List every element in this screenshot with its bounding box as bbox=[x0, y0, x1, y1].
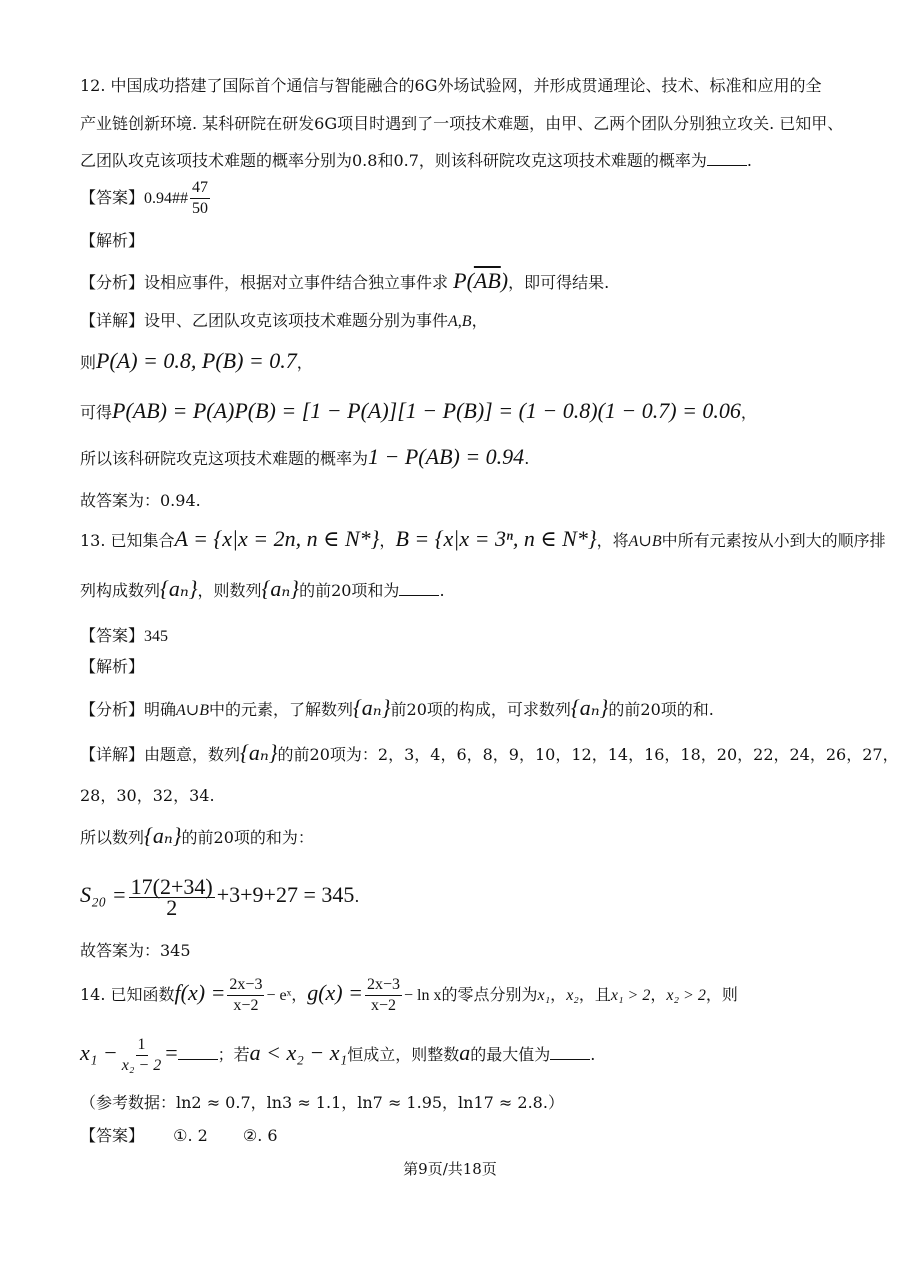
fenxi-text-end: ，即可得结果. bbox=[508, 273, 610, 292]
q12-xiangjie bbox=[80, 310, 488, 333]
fraction-denominator: 50 bbox=[192, 200, 209, 217]
q14-line1: 14. 已知函数f(x) = $\frac{2x-3}{x-2}$ − eˣ，g(x) = $\frac{2x-3}{x-2}$ − ln x的零点分别为x₁，x₂，且x₁ > 2，x₂ > 2，则 bbox=[80, 976, 738, 1014]
q14-text-d: ，则 bbox=[705, 985, 738, 1004]
fenxi-b: 中的元素，了解数列 bbox=[208, 700, 353, 719]
l2-fraction bbox=[120, 1035, 163, 1076]
q12-line3 bbox=[80, 150, 752, 172]
q13-sum-formula bbox=[80, 872, 359, 920]
f-tail: − eˣ bbox=[266, 987, 292, 1004]
suoyi-b: 的前20项的和为： bbox=[181, 828, 314, 847]
q12-ze bbox=[80, 350, 313, 374]
prob-expression: $P(\overline{AB})$ bbox=[453, 268, 509, 293]
suoyi-text: 所以该科研院攻克这项技术难题的概率为 bbox=[80, 449, 369, 468]
fenxi-text: 设相应事件，根据对立事件结合独立事件求 bbox=[144, 273, 449, 292]
answer-blank bbox=[550, 1045, 590, 1060]
q14-answer bbox=[80, 1125, 278, 1147]
l2-mid: ；若 bbox=[217, 1045, 250, 1064]
kede-text: 可得 bbox=[80, 403, 113, 422]
l2-denominator: x₂ − 2 bbox=[121, 1057, 162, 1074]
fenxi-d: 的前20项的和. bbox=[608, 700, 714, 719]
answer-fraction bbox=[190, 178, 210, 219]
g-tail: − ln x bbox=[404, 987, 442, 1004]
fraction-numerator: 47 bbox=[190, 178, 210, 199]
sequence-an: {aₙ} bbox=[144, 823, 182, 848]
sequence-an: {aₙ} bbox=[353, 695, 391, 720]
q13-line2-c: 的前20项和为 bbox=[299, 581, 400, 600]
q12-kede bbox=[80, 400, 757, 424]
set-b: B = {x|x = 3ⁿ, n ∈ N*} bbox=[395, 526, 597, 551]
q14-text-a: 14. 已知函数 bbox=[80, 985, 175, 1004]
answer-label: 【答案】 bbox=[80, 626, 145, 645]
q13-guda: 故答案为：345 bbox=[80, 941, 191, 960]
q13-line2-b: ，则数列 bbox=[197, 581, 262, 600]
g-numerator: 2x−3 bbox=[365, 975, 402, 996]
answer-1: ①. 2 bbox=[173, 1126, 208, 1145]
event-vars: A,B bbox=[448, 313, 472, 330]
q12-suoyi bbox=[80, 446, 529, 470]
xiangjie-label: 【详解】 bbox=[80, 745, 145, 764]
sum-end: . bbox=[354, 887, 360, 906]
sequence-an: {aₙ} bbox=[570, 695, 609, 720]
q13-xiangjie-cont: 28，30，32，34. bbox=[80, 786, 215, 805]
answer-label: 【答案】 bbox=[80, 1126, 145, 1145]
q13-text-d: 中所有元素按从小到大的顺序排 bbox=[661, 531, 886, 550]
q13-line1 bbox=[80, 528, 886, 553]
q13-text-b: ， bbox=[379, 531, 396, 550]
q13-line2-a: 列构成数列 bbox=[80, 581, 161, 600]
cond-x2: x₂ > 2 bbox=[666, 987, 706, 1004]
union-ab: A∪B bbox=[176, 702, 209, 719]
xiangjie-b: 的前20项为：2，3，4，6，8，9，10，12，14，16，18，20，22，24，26，27， bbox=[277, 745, 899, 764]
xiangjie-text: 设甲、乙团队攻克该项技术难题分别为事件 bbox=[144, 311, 449, 330]
l2-a: a bbox=[459, 1040, 471, 1065]
l2-eq: = bbox=[165, 1040, 178, 1065]
q12-line3-text: 乙团队攻克该项技术难题的概率分别为0.8和0.7，则该科研院攻克这项技术难题的概率为 bbox=[80, 151, 707, 170]
sequence-an: {aₙ} bbox=[261, 576, 300, 601]
f-fraction bbox=[227, 975, 264, 1016]
f-lhs: f(x) = bbox=[174, 980, 226, 1005]
x1: x₁ bbox=[537, 987, 551, 1004]
sum-rhs: +3+9+27 = 345 bbox=[216, 882, 355, 907]
kede-end: ， bbox=[740, 403, 757, 422]
answer-label: 【答案】 bbox=[80, 188, 145, 207]
q12-guda: 故答案为：0.94. bbox=[80, 491, 201, 510]
union-ab: A∪B bbox=[628, 533, 662, 550]
suoyi-equation: 1 − P(AB) = 0.94 bbox=[368, 444, 525, 469]
q14-text-b: 的零点分别为 bbox=[441, 985, 538, 1004]
comma: ， bbox=[291, 985, 308, 1004]
answer-value: 345 bbox=[144, 628, 169, 645]
ze-equation: P(A) = 0.8, P(B) = 0.7 bbox=[96, 348, 297, 373]
suoyi-a: 所以数列 bbox=[80, 828, 145, 847]
l2-numerator: 1 bbox=[136, 1035, 148, 1056]
suoyi-end: . bbox=[524, 449, 530, 468]
ze-end: ， bbox=[296, 353, 313, 372]
q13-xiangjie bbox=[80, 742, 899, 766]
q13-jiexi: 【解析】 bbox=[80, 657, 145, 676]
xiangjie-label: 【详解】 bbox=[80, 311, 145, 330]
l2-tail: 的最大值为 bbox=[470, 1045, 551, 1064]
q12-jiexi: 【解析】 bbox=[80, 231, 145, 250]
fenxi-label: 【分析】 bbox=[80, 273, 145, 292]
q13-text-c: ，将 bbox=[596, 531, 629, 550]
l2-inequality: a < x₂ − x₁ bbox=[249, 1040, 348, 1065]
g-fraction bbox=[365, 975, 402, 1016]
l2-text: 恒成立，则整数 bbox=[347, 1045, 460, 1064]
fenxi-label: 【分析】 bbox=[80, 700, 145, 719]
q13-text-a: 13. 已知集合 bbox=[80, 531, 175, 550]
fenxi-c: 前20项的构成，可求数列 bbox=[390, 700, 571, 719]
answer-2: ②. 6 bbox=[242, 1126, 278, 1145]
page-footer: 第9页/共18页 bbox=[403, 1160, 497, 1178]
sequence-an: {aₙ} bbox=[240, 740, 278, 765]
x2: x₂ bbox=[566, 987, 579, 1004]
q12-line2: 产业链创新环境. 某科研院在研发6G项目时遇到了一项技术难题，由甲、乙两个团队分别独立攻关. 已知甲、 bbox=[80, 114, 844, 133]
sum-denominator: 2 bbox=[166, 895, 178, 920]
sum-lhs: S₂₀ = bbox=[80, 882, 127, 907]
xiangjie-end: ， bbox=[471, 311, 488, 330]
sequence-an: {aₙ} bbox=[160, 576, 198, 601]
l2-x1: x₁ − bbox=[80, 1040, 118, 1065]
cond-x1: x₁ > 2 bbox=[610, 987, 651, 1004]
f-numerator: 2x−3 bbox=[227, 975, 264, 996]
sum-numerator: 17(2+34) bbox=[130, 874, 213, 899]
q13-answer bbox=[80, 625, 168, 648]
answer-blank bbox=[399, 581, 439, 596]
kede-equation: P(AB) = P(A)P(B) = [1 − P(A)][1 − P(B)] = (1 − 0.8)(1 − 0.7) = 0.06 bbox=[112, 398, 741, 423]
set-a: A = {x|x = 2n, n ∈ N*} bbox=[174, 526, 380, 551]
sum-fraction bbox=[129, 874, 215, 920]
q13-line2 bbox=[80, 578, 445, 602]
answer-blank bbox=[707, 151, 747, 166]
q13-suoyi bbox=[80, 825, 314, 849]
g-denominator: x−2 bbox=[370, 997, 397, 1014]
g-lhs: g(x) = bbox=[307, 980, 363, 1005]
ze-text: 则 bbox=[80, 353, 97, 372]
q13-fenxi bbox=[80, 697, 714, 722]
answer-blank bbox=[178, 1045, 218, 1060]
q14-text-c: ，且 bbox=[578, 985, 611, 1004]
q12-line1: 12. 中国成功搭建了国际首个通信与智能融合的6G外场试验网，并形成贯通理论、技术、标准和应用的全 bbox=[80, 76, 822, 95]
q14-line2 bbox=[80, 1030, 595, 1078]
fenxi-a: 明确 bbox=[144, 700, 177, 719]
xiangjie-a: 由题意，数列 bbox=[144, 745, 241, 764]
q12-fenxi bbox=[80, 270, 609, 294]
q12-line3-end: . bbox=[746, 151, 752, 170]
answer-value: 0.94## bbox=[144, 190, 189, 207]
l2-end: . bbox=[590, 1045, 596, 1064]
f-denominator: x−2 bbox=[233, 997, 259, 1014]
q12-answer bbox=[80, 178, 212, 219]
q14-ref: （参考数据：ln2 ≈ 0.7，ln3 ≈ 1.1，ln7 ≈ 1.95，ln17 ≈ 2.8.） bbox=[80, 1093, 564, 1112]
q13-line2-end: . bbox=[439, 581, 445, 600]
